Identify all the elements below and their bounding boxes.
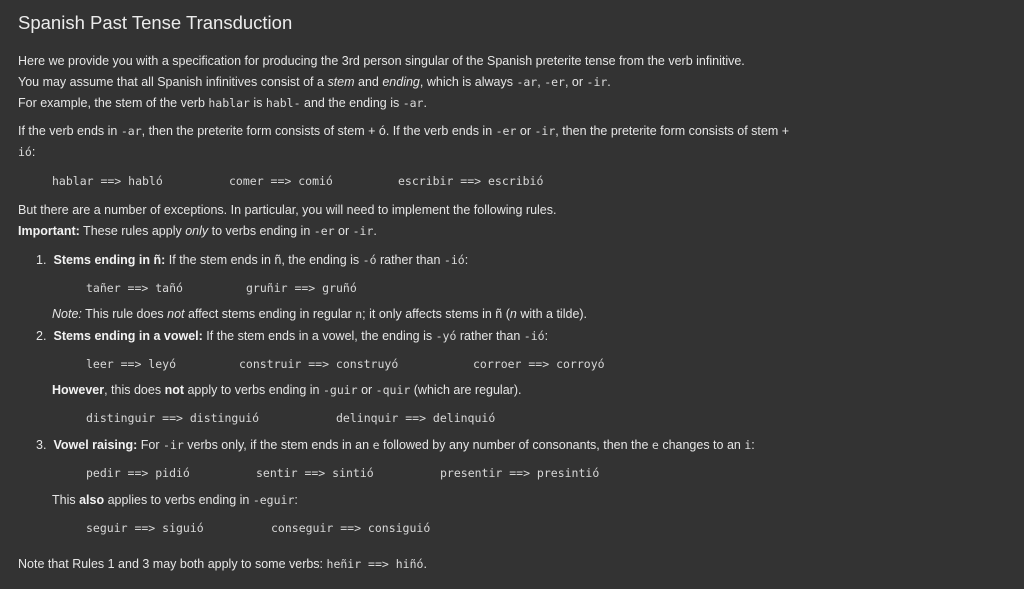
text: : [751,438,755,452]
rule-2-heading [36,327,548,345]
text-n: n [509,307,517,321]
code-ar: -ar [120,124,142,138]
rule-intro-line [18,122,789,140]
rule-3-also [52,491,298,509]
code-io: -ió [443,253,465,267]
code-ar: -ar [516,75,538,89]
example-escribir: escribir ==> escribió [398,174,544,188]
text: applies to verbs ending in [104,493,253,507]
text: or [516,124,535,138]
example-construir: construir ==> construyó [239,357,399,371]
exceptions-line: But there are a number of exceptions. In particular, you will need to implement the following rules. [18,203,557,217]
list-number: 2. [36,329,47,343]
code-e: e [372,438,380,452]
text-stem: stem [327,75,355,89]
example-leer: leer ==> leyó [86,357,177,371]
text: . [373,224,377,238]
text: is [249,96,266,110]
text: , or [564,75,587,89]
example-sentir: sentir ==> sintió [256,466,374,480]
footer-note [18,555,427,573]
code-i: i [744,438,752,452]
intro-line-2 [18,73,611,91]
text: . [423,557,427,571]
example-pedir: pedir ==> pidió [86,466,190,480]
text: : [464,253,469,267]
text: . [607,75,611,89]
example-grunir: gruñir ==> gruñó [246,281,357,295]
code-stem: habl- [265,96,301,110]
text: or [357,383,376,397]
example-seguir: seguir ==> siguió [86,521,204,535]
code-io: ió [18,145,32,159]
example-presentir: presentir ==> presintió [440,466,600,480]
page-title: Spanish Past Tense Transduction [18,12,293,33]
text: If the stem ends in a vowel, the ending is [202,329,436,343]
code-hablar: hablar [208,96,250,110]
text-ending: ending [382,75,420,89]
text: verbs only, if the stem ends in an [183,438,373,452]
text: with a tilde). [516,307,588,321]
text: followed by any number of consonants, then the [379,438,652,452]
text-only: only [185,224,209,238]
example-distinguir: distinguir ==> distinguió [86,411,260,425]
text-also: also [79,493,105,507]
code-n: n [355,307,363,321]
rule-1-note [52,305,587,323]
rule-intro-line-2 [18,143,35,161]
example-delinquir: delinquir ==> delinquió [336,411,496,425]
text: (which are regular). [410,383,522,397]
example-comer: comer ==> comió [229,174,333,188]
code-guir: -guir [322,383,358,397]
code-e: e [651,438,659,452]
rule-label: Vowel raising: [53,438,138,452]
text: changes to an [658,438,745,452]
code-henir: heñir ==> hiñó [326,557,424,571]
text: For [137,438,164,452]
text: : [294,493,298,507]
text: These rules apply [79,224,186,238]
text: You may assume that all Spanish infinitives consist of a [18,75,328,89]
note-label: Note: [52,307,82,321]
list-number: 1. [36,253,47,267]
text: If the verb ends in [18,124,121,138]
text: ; it only affects stems in ñ ( [362,307,510,321]
important-label: Important: [18,224,80,238]
text: , then the preterite form consists of stem + ó. If the verb ends in [141,124,496,138]
example-corroer: corroer ==> corroyó [473,357,605,371]
text: , [537,75,545,89]
however-label: However [52,383,105,397]
text-not: not [164,383,184,397]
intro-line-1 [18,52,745,70]
code-er: -er [313,224,335,238]
text: Note that Rules 1 and 3 may both apply to some verbs: [18,557,327,571]
code-o: -ó [362,253,377,267]
list-number: 3. [36,438,47,452]
example-taner: tañer ==> tañó [86,281,183,295]
code-ir: -ir [352,224,374,238]
important-line [18,222,377,240]
rule-2-however [52,381,521,399]
code-er: -er [544,75,565,89]
text: or [334,224,353,238]
code-ir: -ir [586,75,608,89]
intro-line-3 [18,94,427,112]
code-ir: -ir [163,438,184,452]
text: and the ending is [300,96,403,110]
example-hablar: hablar ==> habló [52,174,163,188]
code-yo: -yó [435,329,457,343]
text: For example, the stem of the verb [18,96,209,110]
text: . [423,96,427,110]
text: This rule does [81,307,168,321]
rule-label: Stems ending in ñ: [53,253,166,267]
text-not: not [167,307,185,321]
text: affect stems ending in regular [184,307,356,321]
code-ir: -ir [534,124,556,138]
text: apply to verbs ending in [184,383,323,397]
text: : [544,329,549,343]
text: : [31,145,36,159]
text: rather than [376,253,444,267]
text: , which is always [419,75,517,89]
text: , then the preterite form consists of stem + [555,124,790,138]
text: to verbs ending in [208,224,314,238]
intro-text: Here we provide you with a specification for producing the 3rd person singular of the Spanish preterite tense from the verb infinitive. [18,54,745,68]
text: and [354,75,383,89]
rule-3-heading [36,436,755,454]
code-ar: -ar [402,96,424,110]
text: rather than [456,329,524,343]
text: If the stem ends in ñ, the ending is [165,253,363,267]
rule-1-heading [36,251,468,269]
code-io: -ió [523,329,545,343]
rule-label: Stems ending in a vowel: [53,329,203,343]
text: , this does [104,383,165,397]
code-quir: -quir [375,383,411,397]
code-eguir: -eguir [252,493,295,507]
example-conseguir: conseguir ==> consiguió [271,521,431,535]
code-er: -er [495,124,517,138]
text: This [52,493,80,507]
